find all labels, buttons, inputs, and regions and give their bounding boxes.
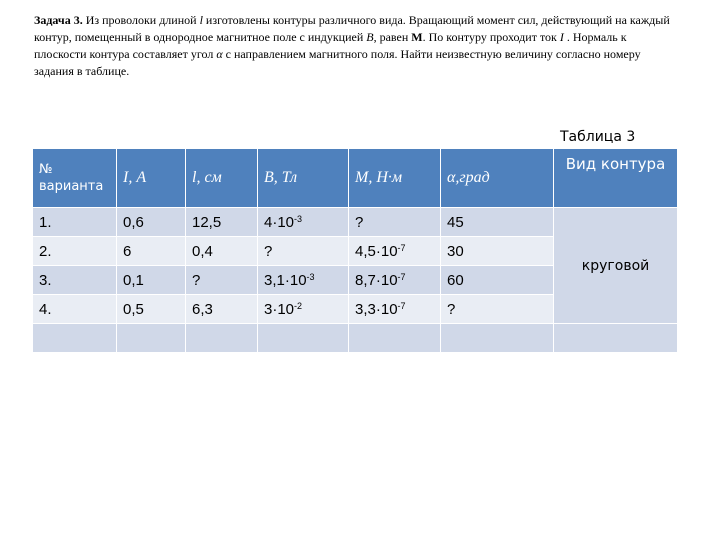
cell-I: 0,6: [117, 208, 186, 237]
cell-B-exponent: -3: [294, 213, 303, 224]
cell-empty: [349, 324, 441, 353]
header-I: I, А: [117, 149, 186, 208]
header-M: M, Н·м: [349, 149, 441, 208]
cell-alpha: 45: [441, 208, 554, 237]
cell-num: 4.: [33, 295, 117, 324]
cell-M-mantissa: 8,7·10: [355, 271, 398, 289]
cell-M: [349, 295, 441, 324]
cell-l: 12,5: [186, 208, 258, 237]
cell-l: 0,4: [186, 237, 258, 266]
table-caption: Таблица 3: [560, 129, 636, 145]
problem-text-1: Из проволоки длиной: [82, 13, 200, 27]
var-I: I: [559, 30, 564, 44]
problem-text-3: , равен: [373, 30, 412, 44]
cell-M-mantissa: 3,3·10: [355, 300, 398, 318]
cell-B-mantissa: 3·10: [264, 300, 295, 318]
cell-empty: [258, 324, 349, 353]
problem-text-2: изготовлены контуры различного вида. Вращающий момент сил, действующий на каждый контур, помещенный в однородное магнитное поле с индукцией: [34, 13, 670, 44]
table-row-empty: [33, 324, 678, 353]
problem-text-4: . По контуру проходит ток: [422, 30, 560, 44]
cell-num: 2.: [33, 237, 117, 266]
var-l: l: [199, 13, 203, 27]
problem-label: Задача 3.: [34, 13, 83, 27]
header-contour: Вид контура: [554, 149, 678, 208]
table-row: [33, 208, 678, 237]
cell-M-mantissa: ?: [355, 213, 364, 231]
cell-M: [349, 266, 441, 295]
cell-empty: [33, 324, 117, 353]
cell-I: 6: [117, 237, 186, 266]
cell-B-mantissa: 3,1·10: [264, 271, 307, 289]
var-alpha: α: [216, 47, 223, 61]
cell-empty: [186, 324, 258, 353]
data-table: [32, 148, 678, 353]
cell-I: 0,5: [117, 295, 186, 324]
cell-alpha: ?: [441, 295, 554, 324]
cell-empty: [117, 324, 186, 353]
cell-M-mantissa: 4,5·10: [355, 242, 398, 260]
cell-B-mantissa: 4·10: [264, 213, 295, 231]
cell-contour: круговой: [554, 208, 678, 324]
header-l: l, см: [186, 149, 258, 208]
table-header-row: [33, 149, 678, 208]
problem-text-5: . Нормаль к плоскости контура составляет угол: [34, 30, 627, 61]
var-M: M: [411, 30, 423, 44]
cell-l: ?: [186, 266, 258, 295]
cell-B: [258, 266, 349, 295]
cell-alpha: 30: [441, 237, 554, 266]
cell-l: 6,3: [186, 295, 258, 324]
header-B: B, Тл: [258, 149, 349, 208]
var-B: B: [366, 30, 374, 44]
header-alpha: α,град: [441, 149, 554, 208]
cell-M: [349, 208, 441, 237]
problem-statement: [34, 12, 682, 80]
cell-alpha: 60: [441, 266, 554, 295]
cell-empty: [554, 324, 678, 353]
cell-B-exponent: -2: [294, 300, 303, 311]
cell-M-exponent: -7: [397, 300, 406, 311]
cell-B-mantissa: ?: [264, 242, 273, 260]
cell-I: 0,1: [117, 266, 186, 295]
cell-M-exponent: -7: [397, 271, 406, 282]
header-variant: № варианта: [33, 149, 117, 208]
cell-num: 1.: [33, 208, 117, 237]
cell-M: [349, 237, 441, 266]
cell-empty: [441, 324, 554, 353]
cell-B: [258, 295, 349, 324]
cell-B: [258, 208, 349, 237]
cell-M-exponent: -7: [397, 242, 406, 253]
cell-B: [258, 237, 349, 266]
cell-B-exponent: -3: [306, 271, 315, 282]
problem-text-6: с направлением магнитного поля. Найти неизвестную величину согласно номеру задания в таблице.: [34, 47, 641, 78]
cell-num: 3.: [33, 266, 117, 295]
